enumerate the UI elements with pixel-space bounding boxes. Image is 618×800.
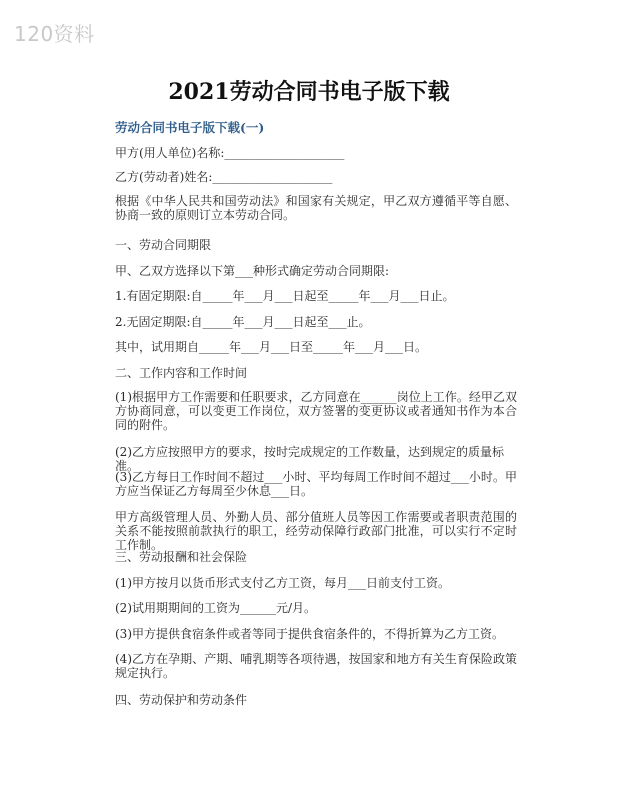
- probation-clause: 其中，试用期自_____年___月___日至_____年___月___日。: [115, 340, 428, 354]
- document-title: 2021劳动合同书电子版下载: [168, 79, 450, 105]
- flexible-hours-clause: 甲方高级管理人员、外勤人员、部分值班人员等因工作需要或者职责范围的关系不能按照前款执行的职工，经劳动保障行政部门批准，可以实行不定时工作制。: [115, 510, 517, 552]
- party-b-name-field: 乙方(劳动者)姓名:____________________: [115, 170, 333, 184]
- work-quality-clause: (2)乙方应按照甲方的要求，按时完成规定的工作数量，达到规定的质量标准。: [115, 445, 505, 473]
- party-a-name-field: 甲方(用人单位)名称:____________________: [115, 146, 345, 160]
- section-heading-3: 三、劳动报酬和社会保险: [115, 550, 248, 564]
- preamble-paragraph: 根据《中华人民共和国劳动法》和国家有关规定，甲乙双方遵循平等自愿、协商一致的原则订立本劳动合同。: [115, 194, 517, 222]
- job-content-clause: (1)根据甲方工作需要和任职要求，乙方同意在______岗位上工作。经甲乙双方协商同意，可以变更工作岗位，双方签署的变更协议或者通知书作为本合同的附件。: [115, 390, 517, 432]
- working-hours-clause: (3)乙方每日工作时间不超过___小时、平均每周工作时间不超过___小时。甲方应当保证乙方每周至少休息___日。: [115, 470, 517, 498]
- watermark-logo: 120资料: [14, 22, 95, 46]
- section-heading-4: 四、劳动保护和劳动条件: [115, 693, 248, 707]
- contract-term-choice: 甲、乙双方选择以下第___种形式确定劳动合同期限:: [115, 264, 390, 278]
- probation-salary-clause: (2)试用期期间的工资为______元/月。: [115, 601, 317, 615]
- salary-payment-clause: (1)甲方按月以货币形式支付乙方工资，每月___日前支付工资。: [115, 576, 451, 590]
- maternity-clause: (4)乙方在孕期、产期、哺乳期等各项待遇，按国家和地方有关生育保险政策规定执行。: [115, 652, 517, 680]
- open-term-clause: 2.无固定期限:自_____年___月___日起至___止。: [115, 315, 371, 329]
- section-heading-2: 二、工作内容和工作时间: [115, 366, 248, 380]
- board-lodging-clause: (3)甲方提供食宿条件或者等同于提供食宿条件的，不得折算为乙方工资。: [115, 627, 505, 641]
- section-heading-1: 一、劳动合同期限: [115, 238, 212, 252]
- section-subtitle: 劳动合同书电子版下载(一): [115, 120, 265, 135]
- fixed-term-clause: 1.有固定期限:自_____年___月___日起至_____年___月___日止。: [115, 289, 455, 303]
